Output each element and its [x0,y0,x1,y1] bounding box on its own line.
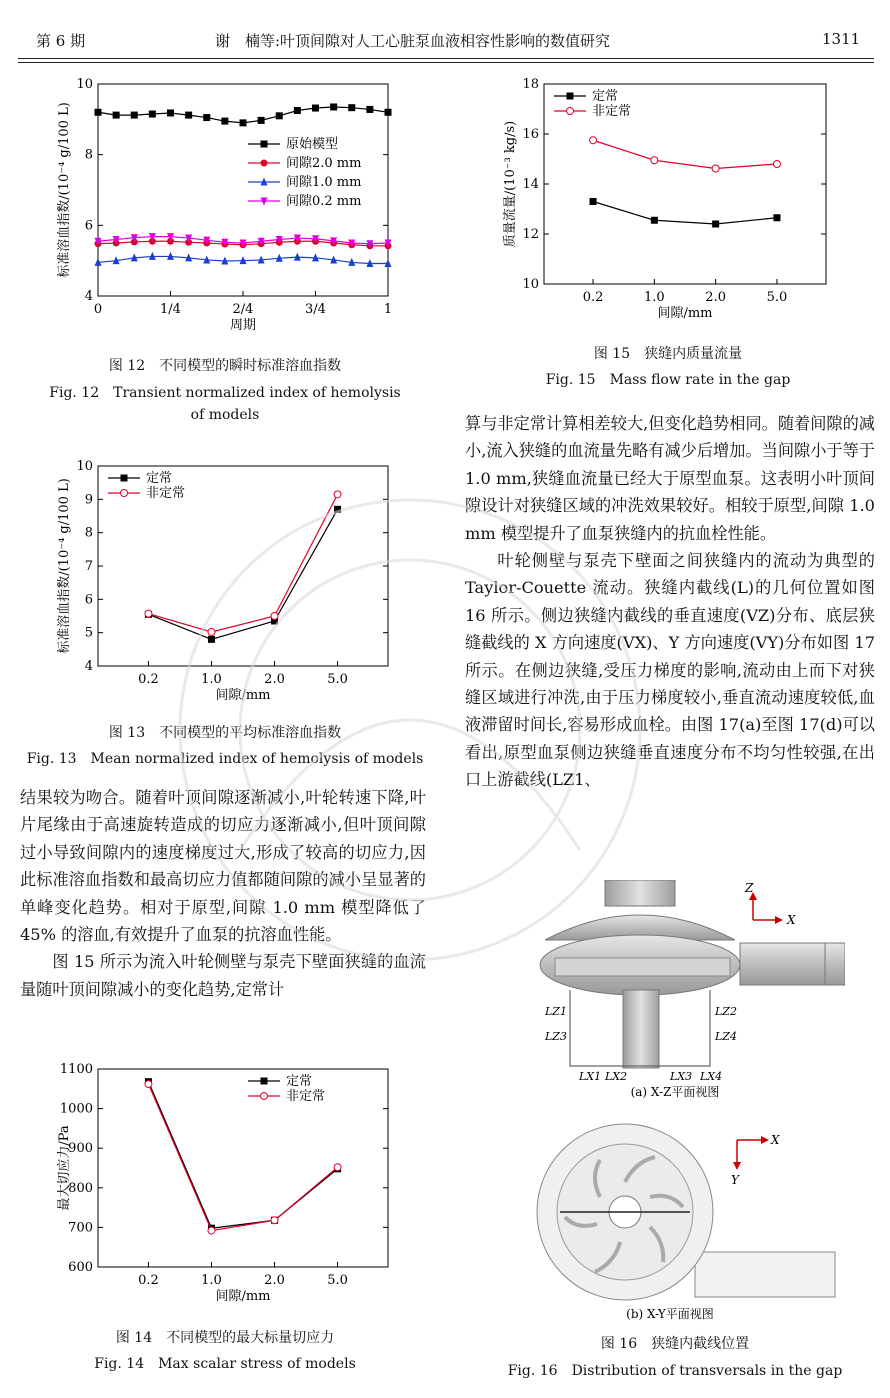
y-axis-label: 最大切应力/Pa [57,1125,72,1211]
axis-z-label: Z [745,881,754,895]
x-tick-label: 3/4 [305,302,326,317]
x-axis-label: 间隙/mm [215,688,271,703]
label-lz3: LZ3 [545,1030,567,1043]
impeller-section [555,958,730,976]
fig12-caption-en-1: Fig. 12 Transient normalized index of hemolysis [49,385,401,401]
fig15-caption-cn: 图 15 狭缝内质量流量 [593,346,743,362]
right-paragraph-1: 算与非定常计算相差较大,但变化趋势相同。随着间隙的减小,流入狭缝的血流量先略有减少后增加。当间隙小于等于 1.0 mm,狭缝血流量已经大于原型血泵。这表明小叶顶间隙设计对狭缝区域的冲洗效果较好。相较于原型,间隙 1.0 mm 模型提升了血泵狭缝内的抗血栓性能。 [465,414,875,543]
x-tick-label: 0.2 [582,290,604,305]
y-tick-label: 4 [84,289,93,304]
x-tick-label: 5.0 [327,1273,348,1288]
data-point [276,112,283,119]
legend-label: 原始模型 [286,137,339,152]
legend-label: 间隙1.0 mm [286,175,362,190]
data-point [131,112,138,119]
data-point [651,217,658,224]
fig13-chart [40,452,410,712]
y-tick-label: 5 [84,625,93,641]
plot-frame [98,1069,388,1267]
y-tick-label: 14 [522,177,539,192]
fig16-caption-en: Fig. 16 Distribution of transversals in the gap [507,1363,843,1379]
y-tick-label: 18 [522,77,539,92]
x-tick-label: 2.0 [705,290,726,305]
fig16a-xz-view [505,880,845,1100]
data-point [271,613,278,620]
plot-frame [544,84,826,284]
y-tick-label: 1000 [59,1101,93,1117]
axis-x-label-b: X [771,1133,780,1147]
data-point [366,106,373,113]
fig14-chart [40,1055,410,1315]
y-tick-label: 700 [68,1220,93,1236]
legend-marker [261,1078,268,1085]
y-tick-label: 800 [68,1180,93,1196]
legend-marker [121,475,128,482]
x-tick-label: 2.0 [264,672,285,687]
y-tick-label: 6 [84,218,93,234]
x-tick-label: 0 [93,302,103,317]
fig16-caption-cn: 图 16 狭缝内截线位置 [600,1336,750,1352]
legend-marker [261,141,268,148]
axis-indicator-xz [753,898,777,920]
fig12-chart [40,70,410,350]
legend-label: 间隙2.0 mm [286,156,362,171]
running-title: 谢 楠等:叶顶间隙对人工心脏泵血液相容性影响的数值研究 [215,32,611,50]
pump-volute-extension [740,943,825,985]
left-paragraph-1: 结果较为吻合。随着叶顶间隙逐渐减小,叶轮转速下降,叶片尾缘由于高速旋转造成的切应力逐渐减小,但叶顶间隙过小导致间隙内的速度梯度过大,形成了较高的切应力,因此标准溶血指数和最高切应力值都随间隙的减小呈显著的单峰变化趋势。相对于原型,间隙 1.0 mm 模型降低了 45% 的溶血,有效提升了血泵的抗溶血性能。 [20,788,426,945]
fig16a-subcaption: (a) X-Z平面视图 [630,1085,720,1099]
y-tick-label: 16 [522,127,539,142]
data-point [334,506,341,513]
y-tick-label: 10 [76,77,93,92]
fig13-caption-cn: 图 13 不同模型的平均标准溶血指数 [108,725,342,741]
series-line [148,494,337,632]
legend-label: 定常 [592,89,619,104]
legend-marker [567,108,574,115]
legend-marker [121,490,128,497]
y-tick-label: 600 [68,1260,93,1275]
x-arrow-icon-b [761,1136,769,1144]
fig12-caption-en-2: of models [190,407,260,423]
data-point [149,111,156,118]
data-point [208,1227,215,1234]
data-point [145,610,152,617]
fig14-caption-en: Fig. 14 Max scalar stress of models [94,1356,356,1372]
legend-label: 间隙0.2 mm [286,194,362,209]
label-lz2: LZ2 [715,1005,737,1018]
legend-marker [567,93,574,100]
label-lx2: LX2 [605,1070,628,1083]
data-point [773,161,780,168]
y-tick-label: 1100 [59,1062,93,1077]
axis-x-label: X [787,913,796,927]
fig16b-xy-view [505,1112,845,1330]
header-rule-bottom [18,62,874,63]
y-tick-label: 10 [76,459,93,474]
y-tick-label: 4 [84,659,93,674]
y-axis-label: 质量流量/(10⁻³ kg/s) [503,120,518,248]
left-paragraph-2: 图 15 所示为流入叶轮侧壁与泵壳下壁面狭缝的血流量随叶顶间隙减小的变化趋势,定常计 [20,952,426,999]
x-arrow-icon [775,916,783,924]
y-tick-label: 8 [84,147,93,163]
data-point [208,636,215,643]
label-lz4: LZ4 [715,1030,737,1043]
axis-y-label: Y [731,1173,739,1187]
x-tick-label: 1 [383,302,393,317]
label-lx4: LX4 [700,1070,723,1083]
data-point [651,157,658,164]
y-tick-label: 6 [84,592,93,608]
data-point [773,214,780,221]
fig15-chart [488,72,838,334]
data-point [271,1217,278,1224]
y-axis-label: 标准溶血指数/(10⁻⁴ g/100 L) [57,102,72,278]
data-point [208,629,215,636]
legend-label: 非定常 [592,104,632,119]
x-axis-label: 间隙/mm [657,306,713,321]
issue-number: 第 6 期 [36,32,86,50]
legend-label: 非定常 [286,1089,326,1104]
series-line [593,202,777,225]
x-tick-label: 5.0 [327,672,348,687]
x-tick-label: 5.0 [766,290,788,305]
data-point [590,198,597,205]
x-axis-label: 间隙/mm [215,1289,271,1304]
data-point [334,491,341,498]
x-tick-label: 1.0 [201,1273,222,1288]
x-tick-label: 2.0 [264,1273,285,1288]
legend-marker [261,1093,268,1100]
x-tick-label: 2/4 [232,302,254,317]
data-point [145,1081,152,1088]
fig16b-subcaption: (b) X-Y平面视图 [626,1307,714,1321]
x-tick-label: 1/4 [160,302,181,317]
data-point [167,109,174,116]
y-tick-label: 8 [84,525,93,541]
right-paragraph-2: 叶轮侧壁与泵壳下壁面之间狭缝内的流动为典型的 Taylor-Couette 流动。狭缝内截线(L)的几何位置如图 16 所示。侧边狭缝内截线的垂直速度(VZ)分布、底层狭缝截线的 X 方向速度(VX)、Y 方向速度(VY)分布如图 17 所示。在侧边狭缝,受压力梯度的影响,流动由上而下对狭缝区域进行冲洗,由于压力梯度较小,垂直流动速度较低,血液滞留时间长,容易形成血栓。由图 17(a)至图 17(d)可以看出,原型血泵侧边狭缝垂直速度分布不均匀性较强,在出口上游截线(LZ1、 [465,551,875,790]
x-tick-label: 1.0 [201,672,222,687]
series-line [148,509,337,639]
pump-inlet-pipe [605,880,675,906]
x-tick-label: 0.2 [138,1273,159,1288]
data-point [95,109,102,116]
outlet-pipe-top-view [695,1252,835,1297]
label-lz1: LZ1 [545,1005,567,1018]
data-point [712,165,719,172]
legend-label: 定常 [286,1074,313,1089]
data-point [294,107,301,114]
pump-outlet-pipe [825,943,845,985]
page-number: 1311 [822,30,861,48]
label-lx1: LX1 [579,1070,602,1083]
x-tick-label: 1.0 [644,290,665,305]
x-axis-label: 周期 [229,318,257,333]
series-line [593,140,777,168]
data-point [590,137,597,144]
y-tick-label: 12 [522,227,539,242]
data-point [203,114,210,121]
series-line [148,1084,337,1231]
pump-shaft [623,990,659,1068]
data-point [330,103,337,110]
y-tick-label: 10 [522,277,539,292]
y-tick-label: 9 [84,492,93,508]
data-point [312,105,319,112]
fig15-caption-en: Fig. 15 Mass flow rate in the gap [545,372,791,388]
y-axis-label: 标准溶血指数/(10⁻⁴ g/100 L) [57,478,72,654]
fig12-caption-cn: 图 12 不同模型的瞬时标准溶血指数 [108,358,342,374]
legend-label: 定常 [146,471,173,486]
left-body-text [20,784,426,1003]
data-point [712,221,719,228]
data-point [185,112,192,119]
data-point [385,109,392,116]
data-point [240,119,247,126]
plot-frame [98,84,388,296]
data-point [334,1164,341,1171]
label-lx3: LX3 [670,1070,693,1083]
header-rule-top [18,58,874,59]
fig14-caption-cn: 图 14 不同模型的最大标量切应力 [115,1330,335,1346]
right-body-text [465,410,875,794]
data-point [221,118,228,125]
y-tick-label: 900 [68,1141,93,1157]
legend-marker [261,160,268,167]
legend-label: 非定常 [146,486,186,501]
x-tick-label: 0.2 [138,672,159,687]
data-point [258,117,265,124]
plot-frame [98,466,388,666]
data-point [348,104,355,111]
y-arrow-icon [733,1162,741,1170]
y-tick-label: 7 [84,559,93,574]
data-point [113,112,120,119]
fig13-caption-en: Fig. 13 Mean normalized index of hemolysis of models [26,751,424,767]
axis-indicator-xy [737,1140,763,1164]
